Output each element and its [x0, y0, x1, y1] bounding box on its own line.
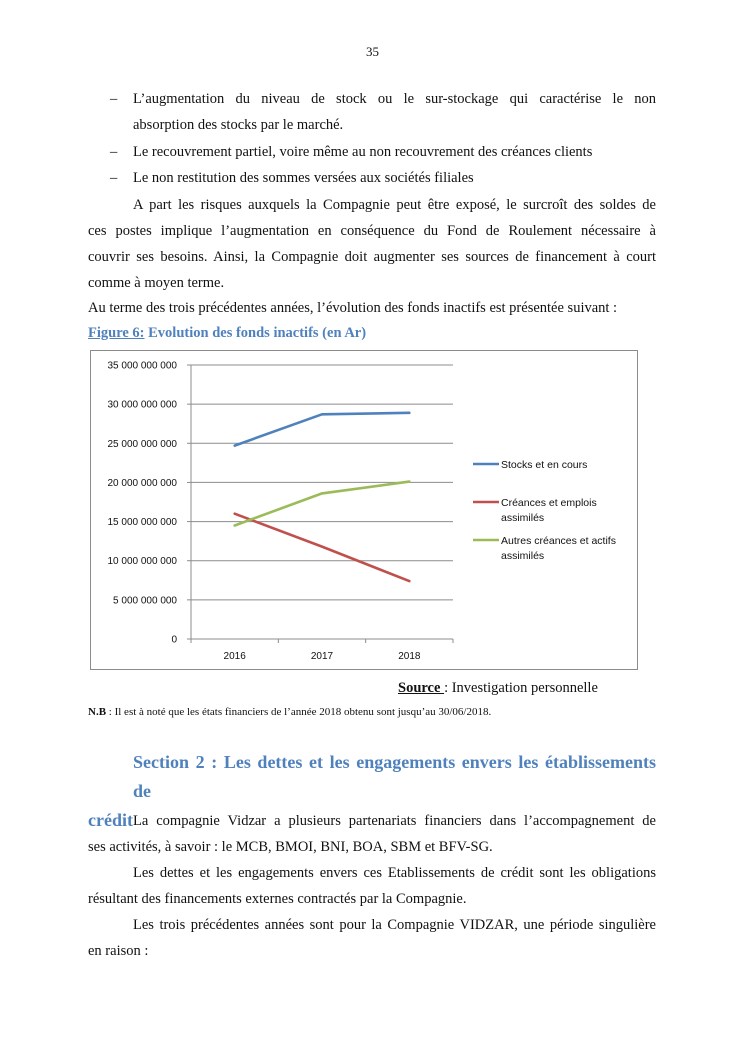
series-line-2	[235, 514, 410, 581]
x-tick-label: 2017	[310, 651, 334, 662]
y-tick-label: 15 000 000 000	[107, 517, 177, 529]
figure-label: Figure 6:	[88, 325, 145, 341]
chart-frame	[90, 350, 638, 670]
source-text: : Investigation personnelle	[444, 680, 598, 696]
grid-lines	[191, 365, 453, 639]
nb-text: : Il est à noté que les états financiers de l’année 2018 obtenu sont jusqu’au 30/06/2018.	[106, 706, 492, 718]
bullet-3: Le non restitution des sommes versées aux sociétés filiales	[133, 170, 474, 186]
y-axis-ticks	[107, 361, 191, 646]
dash-bullet: –	[110, 91, 118, 107]
source-line	[398, 678, 598, 698]
y-tick-label: 30 000 000 000	[107, 399, 177, 411]
x-tick-label: 2018	[398, 651, 421, 662]
y-tick-label: 10 000 000 000	[107, 556, 177, 568]
paragraph-3-line-1: Les dettes et les engagements envers ces Etablissements de crédit sont les obligations	[133, 865, 656, 881]
page-number: 35	[366, 44, 379, 59]
source-label: Source	[398, 680, 445, 696]
bullet-1-line-2: absorption des stocks par le marché.	[133, 117, 344, 133]
x-tick-label: 2016	[223, 651, 246, 662]
legend-label: assimilés	[501, 550, 545, 562]
paragraph-1-line-3: couvrir ses besoins. Ainsi, la Compagnie doit augmenter ses sources de financement à court	[88, 249, 656, 265]
paragraph-1-line-2: ces postes implique l’augmentation en conséquence du Fond de Roulement nécessaire à	[88, 223, 656, 239]
y-tick-label: 5 000 000 000	[113, 595, 177, 607]
y-tick-label: 25 000 000 000	[107, 438, 177, 450]
series-line-1	[235, 413, 410, 446]
nb-note	[88, 704, 491, 720]
nb-label: N.B	[88, 706, 107, 718]
legend-label: assimilés	[501, 512, 545, 524]
section-heading-line-1: Section 2 : Les dettes et les engagements envers les établissements de	[133, 752, 656, 801]
dash-bullet: –	[110, 170, 118, 186]
bullet-2: Le recouvrement partiel, voire même au non recouvrement des créances clients	[133, 144, 593, 160]
x-axis-ticks	[191, 639, 453, 662]
series-line-3	[235, 482, 410, 526]
y-tick-label: 20 000 000 000	[107, 477, 177, 489]
intro-line: Au terme des trois précédentes années, l’évolution des fonds inactifs est présentée suivant :	[88, 300, 618, 316]
paragraph-4-line-1: Les trois précédentes années sont pour la Compagnie VIDZAR, une période singulière	[133, 917, 656, 933]
dash-bullet: –	[110, 144, 118, 160]
legend	[473, 459, 616, 562]
figure-title: Evolution des fonds inactifs (en Ar)	[144, 325, 367, 341]
paragraph-2-line-2: ses activités, à savoir : le MCB, BMOI, BNI, BOA, SBM et BFV-SG.	[88, 839, 493, 855]
paragraph-1-line-4: comme à moyen terme.	[88, 275, 225, 291]
paragraph-2-line-1: La compagnie Vidzar a plusieurs partenariats financiers dans l’accompagnement de	[133, 813, 656, 829]
y-tick-label: 0	[171, 634, 177, 646]
paragraph-3-line-2: résultant des financements externes contractés par la Compagnie.	[88, 891, 467, 907]
legend-label: Stocks et en cours	[501, 459, 588, 471]
legend-label: Créances et emplois	[501, 497, 597, 509]
y-tick-label: 35 000 000 000	[107, 360, 177, 372]
legend-label: Autres créances et actifs	[501, 535, 616, 547]
series-lines	[235, 413, 410, 581]
bullet-1-line-1: L’augmentation du niveau de stock ou le sur-stockage qui caractérise le non	[133, 91, 656, 107]
line-chart	[91, 351, 637, 669]
section-heading-line-2: crédit	[88, 810, 133, 830]
paragraph-1-line-1: A part les risques auxquels la Compagnie peut être exposé, le surcroît des soldes de	[133, 197, 656, 213]
figure-caption	[88, 322, 366, 344]
paragraph-4-line-2: en raison :	[88, 943, 149, 959]
